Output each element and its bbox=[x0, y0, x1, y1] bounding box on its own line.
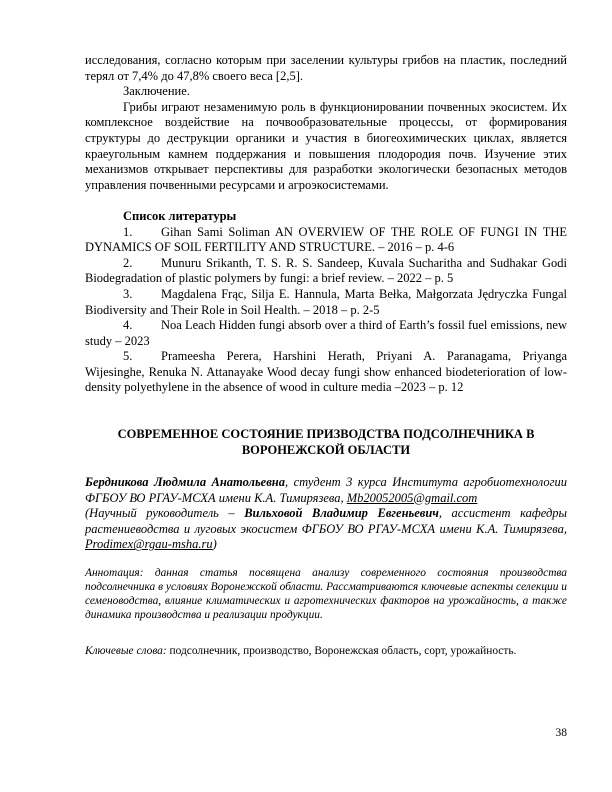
reference-item bbox=[85, 287, 567, 318]
keywords bbox=[85, 644, 567, 658]
advisor-prefix: (Научный руководитель – bbox=[85, 506, 245, 521]
author-affiliation: , студент 3 курса Института агробиотехнологии ФГБОУ ВО РГАУ-МСХА имени К.А. Тимирязева, bbox=[85, 475, 567, 505]
author-name: Бердникова Людмила Анатольевна bbox=[85, 475, 286, 490]
advisor-suffix: ) bbox=[212, 537, 217, 552]
author-block bbox=[85, 475, 567, 553]
reference-number: 1. bbox=[123, 224, 133, 239]
keywords-label: Ключевые слова: bbox=[85, 645, 167, 658]
reference-text: Gihan Sami Soliman AN OVERVIEW OF THE ROLE OF FUNGI IN THE DYNAMICS OF SOIL FERTILITY AND STRUCTURE. – 2016 – p. 4-6 bbox=[85, 224, 567, 255]
advisor-line bbox=[85, 506, 567, 553]
reference-number: 2. bbox=[123, 255, 133, 270]
conclusion-paragraph: Грибы играют незаменимую роль в функционировании почвенных экосистем. Их комплексное воздействие на почвообразовательные процессы, от формирования структуры до деструкции органики и участия в биогеохимических циклах, является краеугольным камнем поддержания и повышения плодородия почв. Изучение этих механизмов открывает перспективы для разработки экологически безопасных методов управления почвенными ресурсами и агроэкосистемами. bbox=[85, 99, 567, 192]
author-line bbox=[85, 475, 567, 506]
annotation-label: Аннотация: bbox=[85, 567, 144, 580]
reference-text: Magdalena Frąc, Silja E. Hannula, Marta Bełka, Małgorzata Jędryczka Fungal Biodiversity and Their Role in Soil Health. – 2018 – p. 2-5 bbox=[85, 286, 567, 317]
reference-number: 4. bbox=[123, 318, 133, 333]
page-number: 38 bbox=[555, 727, 567, 739]
reference-text: Munuru Srikanth, T. S. R. S. Sandeep, Kuvala Sucharitha and Sudhakar Godi Biodegradation of plastic polymers by fungi: a brief review. – 2022 – p. 5 bbox=[85, 255, 567, 286]
references-heading: Список литературы bbox=[123, 208, 237, 223]
reference-text: Noa Leach Hidden fungi absorb over a third of Earth’s fossil fuel emissions, new study – 2023 bbox=[85, 318, 567, 348]
reference-item bbox=[85, 349, 567, 396]
page-content bbox=[85, 53, 567, 669]
annotation bbox=[85, 566, 567, 622]
article-title: СОВРЕМЕННОЕ СОСТОЯНИЕ ПРИЗВОДСТВА ПОДСОЛНЕЧНИКА В ВОРОНЕЖСКОЙ ОБЛАСТИ bbox=[117, 427, 535, 458]
author-email-link[interactable]: Mb20052005@gmail.com bbox=[346, 490, 478, 505]
conclusion-heading: Заключение. bbox=[123, 84, 190, 99]
advisor-affiliation: , ассистент кафедры растениеводства и луговых экосистем ФГБОУ ВО РГАУ-МСХА имени К.А. Тимирязева, bbox=[85, 506, 568, 536]
advisor-email-link[interactable]: Prodimex@rgau-msha.ru bbox=[85, 537, 213, 552]
reference-item bbox=[85, 256, 567, 287]
reference-number: 5. bbox=[123, 349, 133, 364]
advisor-name: Вильховой Владимир Евгеньевич bbox=[244, 506, 439, 521]
continued-paragraph: исследования, согласно которым при заселении культуры грибов на пластик, последний терял от 7,4% до 47,8% своего веса [2,5]. bbox=[85, 53, 567, 83]
reference-item bbox=[85, 318, 567, 349]
reference-number: 3. bbox=[123, 286, 133, 301]
keywords-text: подсолнечник, производство, Воронежская область, сорт, урожайность. bbox=[166, 645, 517, 658]
annotation-text: данная статья посвящена анализу современного состояния производства подсолнечника в условиях Воронежской области. Рассматриваются ключевые аспекты селекции и семеноводства, влияние климатических и агротехнических факторов на урожайность, а также динамика производства и реализации продукции. bbox=[85, 567, 567, 622]
reference-item bbox=[85, 225, 567, 256]
reference-text: Prameesha Perera, Harshini Herath, Priyani A. Paranagama, Priyanga Wijesinghe, Renuka N. Attanayake Wood decay fungi show enhanced biodeterioration of low-density polyethylene in the absence of wood in culture media –2023 – p. 12 bbox=[85, 349, 567, 395]
